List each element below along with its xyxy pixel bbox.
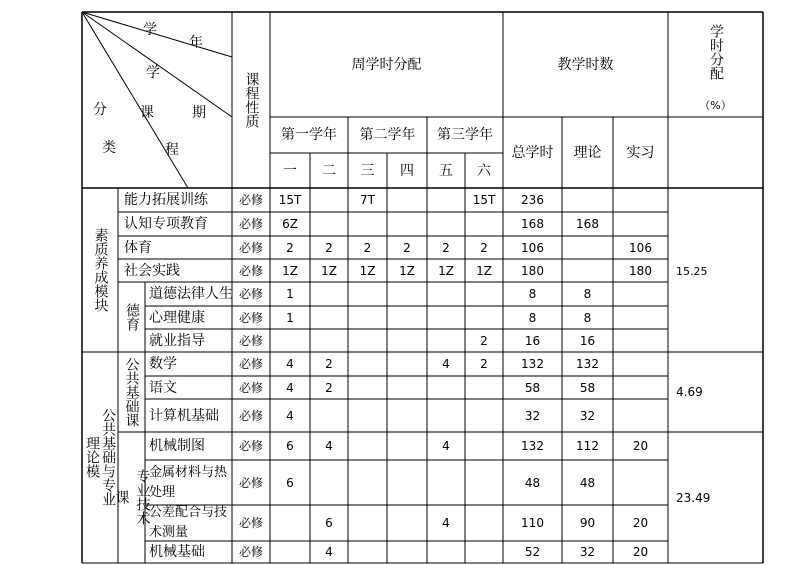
practice-hours: 106 (629, 240, 652, 255)
theory-hours: 32 (579, 545, 596, 559)
semester-header: 一 (283, 162, 297, 179)
semester-hours: 1Z (476, 263, 492, 278)
course-nature: 必修 (238, 240, 264, 255)
theory-hours: 132 (576, 357, 599, 371)
hour-column-header: 总学时 (511, 144, 554, 161)
course-nature: 必修 (238, 439, 264, 453)
total-hours: 110 (521, 516, 544, 530)
course-nature: 必修 (238, 475, 264, 490)
theory-hours: 8 (583, 287, 592, 301)
theory-hours: 16 (579, 333, 596, 348)
ratio-gonggong: 4.69 (676, 385, 703, 399)
diagonal-header-word: 程 (165, 142, 179, 158)
practice-hours: 20 (632, 439, 649, 453)
semester-hours: 4 (442, 439, 450, 453)
practice-hours: 180 (629, 263, 652, 278)
course-nature: 必修 (238, 408, 264, 423)
grid-line (82, 12, 188, 188)
semester-hours: 1Z (438, 263, 454, 278)
total-hours: 168 (521, 217, 544, 231)
semester-header: 二 (322, 162, 336, 179)
year-header: 第三学年 (437, 127, 493, 143)
course-nature: 必修 (238, 380, 264, 395)
diagonal-header-word: 学 (143, 22, 157, 38)
total-hours: 8 (528, 310, 537, 325)
course-nature-header: 课程性质 (243, 72, 260, 128)
total-hours: 132 (521, 439, 544, 453)
credit-ratio-header: 学时分配 (708, 24, 724, 80)
weekly-hours-header: 周学时分配 (351, 56, 422, 73)
semester-hours: 4 (286, 408, 294, 423)
semester-hours: 2 (325, 357, 333, 371)
semester-hours: 15T (472, 193, 496, 207)
semester-hours: 7T (360, 193, 375, 207)
semester-hours: 2 (325, 380, 333, 395)
total-hours: 132 (521, 357, 544, 371)
group-label-gonggong: 公共基础与专业理论模 (84, 408, 116, 507)
credit-ratio-unit: （%） (699, 99, 732, 112)
course-nature: 必修 (238, 263, 264, 278)
course-nature: 必修 (238, 193, 264, 207)
course-name: 计算机基础 (149, 407, 219, 424)
course-nature: 必修 (238, 310, 264, 325)
course-nature: 必修 (238, 357, 264, 371)
course-name: 心理健康 (149, 309, 205, 326)
course-name: 社会实践 (124, 262, 180, 279)
semester-hours: 4 (442, 357, 450, 371)
theory-hours: 168 (576, 217, 599, 231)
diagonal-header-word: 期 (192, 105, 206, 121)
semester-header: 五 (439, 162, 453, 179)
semester-header: 六 (477, 162, 491, 179)
theory-hours: 112 (576, 439, 599, 453)
semester-hours: 2 (480, 333, 488, 348)
theory-hours: 8 (583, 310, 592, 325)
semester-hours: 6 (286, 475, 294, 490)
course-name: 公差配合与技术测量 (149, 505, 228, 540)
semester-hours: 1 (286, 287, 294, 301)
course-name: 金属材料与热处理 (149, 464, 228, 500)
theory-hours: 58 (579, 380, 596, 395)
course-name: 数学 (149, 356, 177, 372)
course-name: 体育 (124, 239, 152, 256)
total-hours: 8 (528, 287, 537, 301)
total-hours: 58 (524, 380, 541, 395)
total-hours: 180 (521, 263, 544, 278)
course-name: 能力拓展训练 (124, 192, 208, 208)
semester-hours: 4 (325, 545, 333, 559)
semester-header: 三 (360, 162, 375, 179)
semester-hours: 2 (480, 357, 488, 371)
semester-hours: 4 (325, 439, 333, 453)
semester-hours: 1Z (359, 263, 376, 278)
group-label-suzhi: 素质养成模块 (92, 228, 109, 312)
hour-column-header: 理论 (573, 144, 602, 161)
semester-hours: 2 (363, 240, 372, 255)
course-name: 机械制图 (149, 438, 205, 454)
practice-hours: 20 (632, 516, 649, 530)
course-name: 道德法律人生 (149, 286, 233, 302)
semester-hours: 1Z (282, 263, 298, 278)
practice-hours: 20 (632, 545, 649, 559)
semester-hours: 6Z (282, 217, 298, 231)
teaching-hours-header: 教学时数 (557, 56, 614, 73)
diagonal-header-word: 分 (93, 102, 107, 118)
course-nature: 必修 (238, 545, 264, 559)
total-hours: 52 (524, 545, 541, 559)
course-name: 就业指导 (149, 332, 205, 349)
semester-hours: 2 (325, 240, 333, 255)
semester-hours: 2 (480, 240, 488, 255)
hour-column-header: 实习 (626, 144, 655, 161)
course-nature: 必修 (238, 217, 264, 231)
semester-hours: 4 (442, 516, 450, 530)
ratio-zhuanye: 23.49 (676, 490, 711, 505)
semester-hours: 6 (286, 439, 294, 453)
semester-hours: 1Z (399, 263, 415, 278)
diagonal-header-word: 年 (189, 35, 203, 51)
semester-hours: 2 (442, 240, 450, 255)
total-hours: 48 (524, 475, 541, 490)
semester-hours: 1 (286, 310, 294, 325)
theory-hours: 48 (579, 475, 596, 490)
semester-hours: 2 (286, 240, 294, 255)
course-name: 认知专项教育 (124, 216, 208, 232)
group-label-deyu: 德育 (124, 303, 140, 331)
theory-hours: 90 (579, 516, 596, 530)
ratio-suzhi: 15.25 (676, 265, 708, 278)
semester-hours: 4 (286, 357, 294, 371)
total-hours: 16 (524, 333, 541, 348)
semester-hours: 6 (325, 516, 333, 530)
year-header: 第一学年 (281, 127, 337, 143)
semester-header: 四 (400, 162, 414, 179)
group-label-zhuanye-jishu: 专业技术课 (113, 469, 151, 526)
semester-hours: 1Z (321, 263, 337, 278)
diagonal-header-word: 学 (146, 65, 160, 81)
group-label-gonggong-jichu: 公共基础课 (123, 357, 140, 427)
theory-hours: 32 (579, 408, 596, 423)
total-hours: 32 (524, 408, 541, 423)
course-nature: 必修 (238, 333, 264, 348)
course-nature: 必修 (238, 516, 264, 530)
course-name: 语文 (149, 379, 177, 396)
diagonal-header-word: 类 (102, 140, 116, 156)
year-header: 第二学年 (359, 127, 416, 143)
total-hours: 106 (521, 240, 544, 255)
semester-hours: 2 (403, 240, 411, 255)
course-nature: 必修 (238, 287, 264, 301)
course-name: 机械基础 (149, 544, 205, 560)
total-hours: 236 (521, 193, 544, 207)
semester-hours: 15T (278, 193, 302, 207)
diagonal-header-word: 课 (140, 105, 154, 121)
semester-hours: 4 (286, 380, 294, 395)
